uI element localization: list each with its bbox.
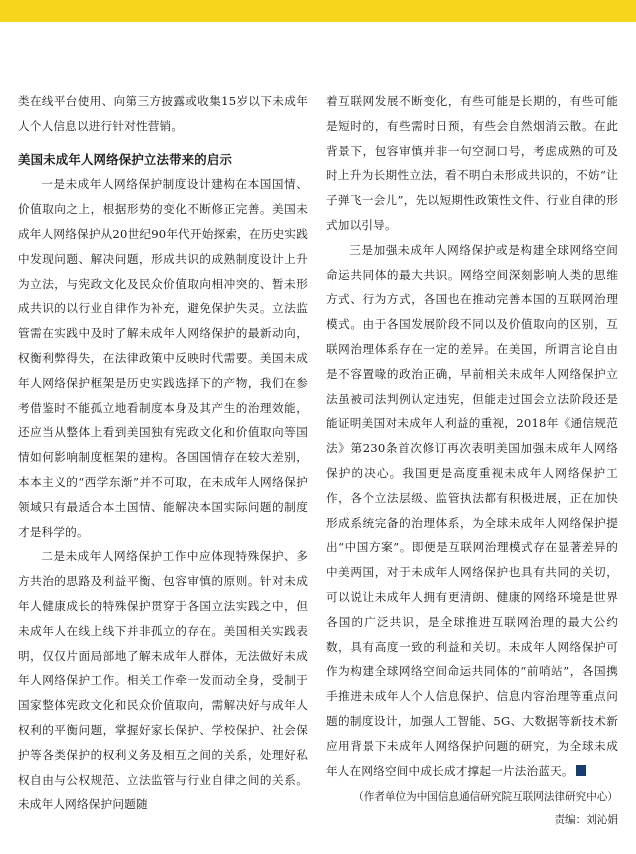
top-color-bar [0,0,636,22]
paragraph-point-one: 一是未成年人网络保护制度设计建构在本国国情、价值取向之上，根据形势的变化不断修正完善。美国未成年人网络保护从20世纪90年代开始探索，在历史实践中发现问题、解决问题，形成共识的成熟制度设计上升为立法，与宪政文化及民众价值取向相冲突的、暂未形成共识的以行业自律作为补充，避免保护失灵。立法监管需在实践中及时了解未成年人网络保护的最新动向，权衡利弊得失，在法律政策中反映时代需要。美国未成年人网络保护框架是历史实践选择下的产物，我们在参考借鉴时不能孤立地看制度本身及其产生的治理效能，还应当从整体上看到美国独有宪政文化和价值取向等国情如何影响制度框架的建构。各国国情存在较大差别，本本主义的“西学东渐”并不可取，在未成年人网络保护领域只有最适合本土国情、能解决本国实际问题的制度才是科学的。 [18,177,308,539]
editor-credit: 责编：刘沁娟 [554,814,618,826]
paragraph-point-three-text: 三是加强未成年人网络保护或是构建全球网络空间命运共同体的最大共识。网络空间深刻影响人类的思维方式、行为方式，各国也在推动完善本国的互联网治理模式。由于各国发展阶段不同以及价值取向的区别，互联网治理体系存在一定的差异。在美国，所谓言论自由是不容置喙的政治正确，早前相关未成年人网络保护立法虽被司法判例认定违宪，但能走过国会立法阶段还是能证明美国对未成年人利益的重视，2018年《通信规范法》第230条首次修订再次表明美国加强未成年人网络保护的决心。我国更是高度重视未成年人网络保护工作，各个立法层级、监管执法都有积极进展，正在加快形成系统完备的治理体系，为全球未成年人网络保护提出“中国方案”。即便是互联网治理模式存在显著差异的中美两国，对于未成年人网络保护也具有共同的关切，可以说让未成年人拥有更清朗、健康的网络环境是世界各国的广泛共识，是全球推进互联网治理的最大公约数，具有高度一致的利益和关切。未成年人网络保护可作为构建全球网络空间命运共同体的“前哨站”，各国携手推进未成年人个人信息保护、信息内容治理等重点问题的制度设计，加强人工智能、5G、大数据等新技术新应用背景下未成年人网络保护问题的研究，为全球未成年人在网络空间中成长成才撑起一片法治蓝天。 [326,242,618,778]
section-heading: 美国未成年人网络保护立法带来的启示 [18,151,233,167]
left-column [18,89,308,817]
paragraph-continued: 类在线平台使用、向第三方披露或收集15岁以下未成年人个人信息以进行针对性营销。 [18,94,308,133]
article-end-mark-icon [576,765,586,776]
right-column [326,89,618,783]
paragraph-continued-right: 着互联网发展不断变化，有些可能是长期的，有些可能是短时的，有些需时日预，有些会自然烟消云散。在此背景下，包容审慎并非一句空洞口号，考虑成熟的可及时上升为长期性立法，看不明白未形成共识的，不妨“让子弹飞一会儿”，先以短期性政策性文件、行业自律的形式加以引导。 [326,94,618,232]
paragraph-point-two: 二是未成年人网络保护工作中应体现特殊保护、多方共治的思路及利益平衡、包容审慎的原则。针对未成年人健康成长的特殊保护贯穿于各国立法实践之中，但未成年人在线上线下并非孤立的存在。美国相关实践表明，仅仅片面局部地了解未成年人群体，无法做好未成年人网络保护工作。相关工作牵一发而动全身，受制于国家整体宪政文化和民众价值取向，需解决好与成年人权利的平衡问题，掌握好家长保护、学校保护、社会保护等各类保护的权利义务及相互之间的关系，处理好私权自由与公权规范、立法监管与行业自律之间的关系。未成年人网络保护问题随 [18,549,308,812]
author-affiliation: （作者单位为中国信息通信研究院互联网法律研究中心） [353,791,618,803]
paragraph-point-three [326,238,618,784]
